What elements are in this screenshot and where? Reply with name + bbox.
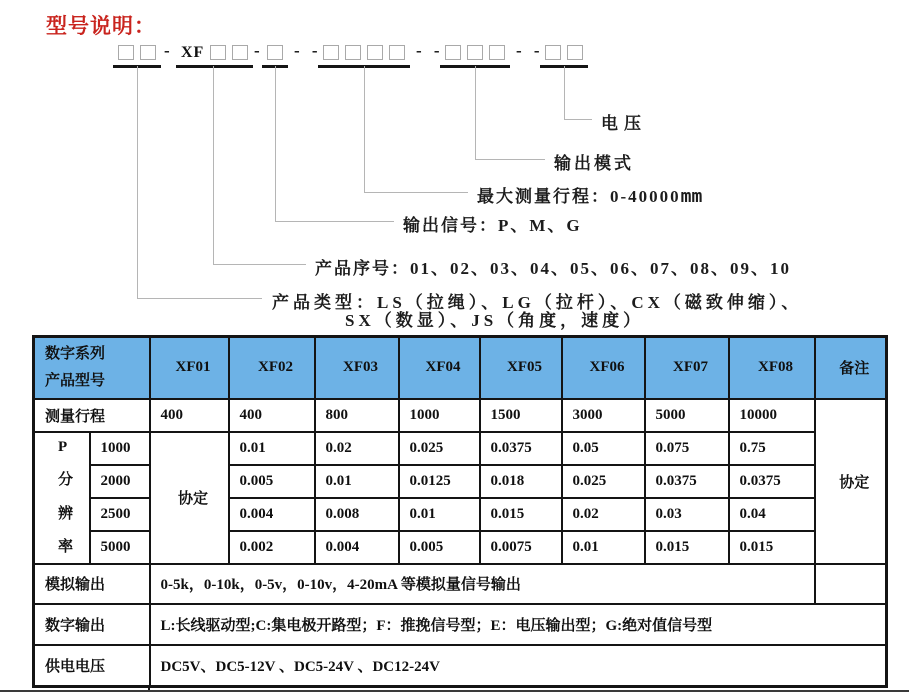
- resolution-value-cell: 0.01: [229, 432, 315, 465]
- resolution-value-cell: 0.03: [645, 498, 729, 531]
- resolution-value-cell: 0.002: [229, 531, 315, 564]
- model-group-voltage: [540, 44, 588, 68]
- analog-label-cell: 模拟输出: [34, 564, 150, 604]
- connector-line: [564, 66, 565, 119]
- power-content-cell: DC5V、DC5-12V 、DC5-24V 、DC12-24V: [150, 645, 887, 687]
- resolution-group-char: 率: [58, 539, 74, 556]
- analog-remark-cell: [815, 564, 887, 604]
- resolution-value-cell: 0.015: [729, 531, 815, 564]
- resolution-value-cell: 0.008: [315, 498, 399, 531]
- label-output-mode: 输出模式: [554, 154, 634, 173]
- resolution-value-cell: 0.025: [562, 465, 645, 498]
- remark-merged-cell: 协定: [815, 399, 887, 564]
- model-digit-box: [445, 45, 461, 60]
- model-digit-box: [323, 45, 339, 60]
- resolution-value-cell: 0.05: [562, 432, 645, 465]
- xf01-merged-cell: 协定: [150, 432, 229, 564]
- connector-line: [564, 119, 592, 120]
- connector-line: [213, 66, 214, 264]
- model-digit-box: [267, 45, 283, 60]
- travel-value-cell: 800: [315, 399, 399, 432]
- series-prefix-text: XF: [181, 44, 205, 61]
- model-digit-box: [467, 45, 483, 60]
- resolution-value-cell: 0.01: [315, 465, 399, 498]
- resolution-value-cell: 0.005: [229, 465, 315, 498]
- resolution-value-cell: 0.004: [315, 531, 399, 564]
- resolution-value-cell: 0.005: [399, 531, 480, 564]
- model-group-product-type: [113, 44, 161, 68]
- header-cell-xf06: XF06: [562, 337, 645, 399]
- travel-value-cell: 3000: [562, 399, 645, 432]
- model-separator: -: [254, 40, 264, 60]
- label-product-type-line2: SX（数显）、JS（角度，速度）: [345, 311, 645, 330]
- resolution-value-cell: 0.004: [229, 498, 315, 531]
- resolution-value-cell: 0.0375: [480, 432, 562, 465]
- model-digit-box: [345, 45, 361, 60]
- resolution-key-cell: 2000: [90, 465, 150, 498]
- resolution-value-cell: 0.015: [480, 498, 562, 531]
- header-cell-xf02: XF02: [229, 337, 315, 399]
- connector-line: [475, 66, 476, 159]
- model-digit-box: [140, 45, 156, 60]
- resolution-key-cell: 2500: [90, 498, 150, 531]
- connector-line: [275, 66, 276, 221]
- resolution-group-char: 分: [58, 472, 74, 489]
- travel-label-cell: 测量行程: [34, 399, 150, 432]
- analog-content-cell: 0-5k，0-10k，0-5v，0-10v，4-20mA 等模拟量信号输出: [150, 564, 815, 604]
- page-title: 型号说明：: [46, 15, 156, 38]
- spec-table: [32, 335, 888, 688]
- connector-line: [137, 298, 262, 299]
- header-series-line1: 数字系列: [45, 345, 106, 362]
- resolution-group-label-cell: [34, 432, 90, 564]
- connector-line: [364, 192, 468, 193]
- resolution-value-cell: 0.025: [399, 432, 480, 465]
- power-voltage-row: [34, 645, 887, 687]
- model-digit-box: [118, 45, 134, 60]
- label-max-travel: [477, 182, 702, 207]
- resolution-value-cell: 0.02: [562, 498, 645, 531]
- connector-line: [213, 264, 306, 265]
- header-cell-xf04: XF04: [399, 337, 480, 399]
- resolution-value-cell: 0.75: [729, 432, 815, 465]
- resolution-row-1000: [34, 432, 887, 465]
- travel-value-cell: 400: [150, 399, 229, 432]
- resolution-value-cell: 0.04: [729, 498, 815, 531]
- label-max-travel-unit: mm: [680, 186, 703, 207]
- model-group-series: [176, 44, 253, 68]
- resolution-group-char: P: [58, 438, 68, 455]
- model-digit-box: [567, 45, 583, 60]
- resolution-value-cell: 0.0375: [645, 465, 729, 498]
- label-voltage: 电压: [601, 114, 647, 133]
- connector-line: [137, 66, 138, 298]
- model-group-signal: [262, 44, 288, 68]
- resolution-value-cell: 0.01: [562, 531, 645, 564]
- header-cell-remark: 备注: [815, 337, 887, 399]
- label-output-signal: 输出信号：P、M、G: [403, 216, 582, 235]
- resolution-group-char: 辨: [58, 505, 74, 522]
- model-digit-box: [489, 45, 505, 60]
- model-digit-box: [232, 45, 248, 60]
- connector-line: [275, 221, 394, 222]
- header-cell-xf03: XF03: [315, 337, 399, 399]
- header-cell-xf01: XF01: [150, 337, 229, 399]
- resolution-value-cell: 0.01: [399, 498, 480, 531]
- connector-line: [475, 159, 545, 160]
- digital-content-cell: L:长线驱动型;C:集电极开路型；F：推挽信号型；E：电压输出型；G:绝对值信号型: [150, 604, 887, 645]
- table-header-row: [34, 337, 887, 399]
- label-product-serial: 产品序号：01、02、03、04、05、06、07、08、09、10: [315, 259, 791, 278]
- model-group-travel: [318, 44, 410, 68]
- travel-value-cell: 5000: [645, 399, 729, 432]
- header-series-line2: 产品型号: [45, 372, 106, 389]
- digital-label-cell: 数字输出: [34, 604, 150, 645]
- power-label-cell: 供电电压: [34, 645, 150, 687]
- model-digit-box: [545, 45, 561, 60]
- model-digit-box: [389, 45, 405, 60]
- resolution-value-cell: 0.0375: [729, 465, 815, 498]
- header-cell-xf05: XF05: [480, 337, 562, 399]
- model-digit-box: [210, 45, 226, 60]
- model-separator: - -: [516, 40, 544, 60]
- resolution-value-cell: 0.075: [645, 432, 729, 465]
- model-group-output-mode: [440, 44, 510, 68]
- model-separator: - -: [416, 40, 444, 60]
- travel-value-cell: 1000: [399, 399, 480, 432]
- resolution-value-cell: 0.015: [645, 531, 729, 564]
- header-cell-xf07: XF07: [645, 337, 729, 399]
- resolution-value-cell: 0.018: [480, 465, 562, 498]
- resolution-key-cell: 1000: [90, 432, 150, 465]
- travel-value-cell: 400: [229, 399, 315, 432]
- model-separator: - -: [294, 40, 322, 60]
- resolution-key-cell: 5000: [90, 531, 150, 564]
- resolution-value-cell: 0.0075: [480, 531, 562, 564]
- resolution-value-cell: 0.02: [315, 432, 399, 465]
- connector-line: [364, 66, 365, 192]
- analog-output-row: [34, 564, 887, 604]
- resolution-value-cell: 0.0125: [399, 465, 480, 498]
- model-separator: -: [164, 40, 174, 60]
- model-digit-box: [367, 45, 383, 60]
- label-product-type-line1: 产品类型：LS（拉绳）、LG（拉杆）、CX（磁致伸缩）、: [272, 293, 803, 312]
- travel-row: [34, 399, 887, 432]
- label-max-travel-text: 最大测量行程：0-40000: [477, 187, 681, 206]
- header-cell-series-model: [34, 337, 150, 399]
- travel-value-cell: 10000: [729, 399, 815, 432]
- travel-value-cell: 1500: [480, 399, 562, 432]
- digital-output-row: [34, 604, 887, 645]
- header-cell-xf08: XF08: [729, 337, 815, 399]
